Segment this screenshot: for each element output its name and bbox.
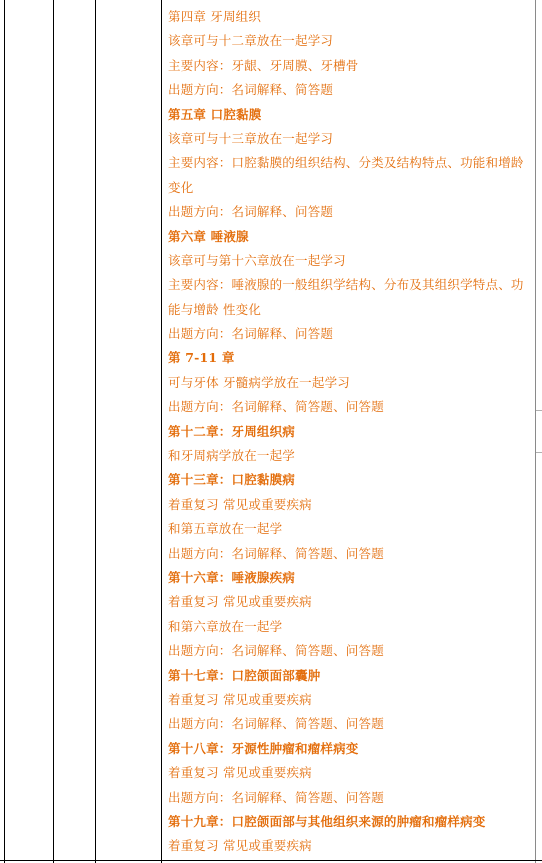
note-line: 出题方向：名词解释、简答题、问答题 xyxy=(168,789,384,805)
side-marker-top xyxy=(536,410,542,411)
note-line: 主要内容：唾液腺的一般组织学结构、分布及其组织学特点、功 xyxy=(168,277,524,293)
chapter-heading: 第十九章：口腔颌面部与其他组织来源的肿瘤和瘤样病变 xyxy=(168,813,486,829)
note-line: 主要内容：牙龈、牙周膜、牙槽骨 xyxy=(168,57,359,73)
note-line: 和第五章放在一起学 xyxy=(168,521,283,537)
column-divider-1 xyxy=(53,0,54,863)
note-line: 出题方向：名词解释、简答题、问答题 xyxy=(168,545,384,561)
note-line: 第四章 牙周组织 xyxy=(168,9,262,24)
note-line: 可与牙体 牙髓病学放在一起学习 xyxy=(168,374,350,390)
chapter-notes-cell xyxy=(168,5,534,859)
note-line: 该章可与第十六章放在一起学习 xyxy=(168,252,346,268)
side-marker-bottom xyxy=(536,452,542,453)
chapter-heading: 第 7-11 章 xyxy=(168,350,235,366)
column-divider-3 xyxy=(161,0,162,863)
note-line: 着重复习 常见或重要疾病 xyxy=(168,765,312,781)
note-line: 能与增龄 性变化 xyxy=(168,301,262,317)
table-bottom-border xyxy=(0,860,542,861)
note-line: 该章可与十二章放在一起学习 xyxy=(168,33,334,49)
note-line: 出题方向：名词解释、简答题 xyxy=(168,82,334,98)
note-line: 着重复习 常见或重要疾病 xyxy=(168,594,312,610)
table-border-right xyxy=(535,0,536,863)
chapter-heading: 第十七章：口腔颌面部囊肿 xyxy=(168,667,321,683)
note-line: 出题方向：名词解释、简答题、问答题 xyxy=(168,643,384,659)
chapter-heading: 第十三章：口腔黏膜病 xyxy=(168,472,296,488)
column-divider-2 xyxy=(95,0,96,863)
note-line: 该章可与十三章放在一起学习 xyxy=(168,130,334,146)
chapter-heading: 第十六章：唾液腺疾病 xyxy=(168,569,296,585)
note-line: 主要内容：口腔黏膜的组织结构、分类及结构特点、功能和增龄 xyxy=(168,155,524,171)
chapter-heading: 第十八章：牙源性肿瘤和瘤样病变 xyxy=(168,740,359,756)
chapter-heading: 第十二章：牙周组织病 xyxy=(168,423,296,439)
chapter-heading: 第六章 唾液腺 xyxy=(168,228,249,244)
note-line: 和牙周病学放在一起学 xyxy=(168,448,296,464)
chapter-heading: 第五章 口腔黏膜 xyxy=(168,106,262,122)
note-line: 和第六章放在一起学 xyxy=(168,618,283,634)
note-line: 出题方向：名词解释、简答题、问答题 xyxy=(168,716,384,732)
table-border-left xyxy=(4,0,5,863)
note-line: 变化 xyxy=(168,179,194,195)
note-line: 着重复习 常见或重要疾病 xyxy=(168,691,312,707)
note-line: 出题方向：名词解释、问答题 xyxy=(168,204,334,220)
note-line: 出题方向：名词解释、简答题、问答题 xyxy=(168,399,384,415)
note-line: 着重复习 常见或重要疾病 xyxy=(168,838,312,854)
note-line: 着重复习 常见或重要疾病 xyxy=(168,496,312,512)
note-line: 出题方向：名词解释、问答题 xyxy=(168,326,334,342)
